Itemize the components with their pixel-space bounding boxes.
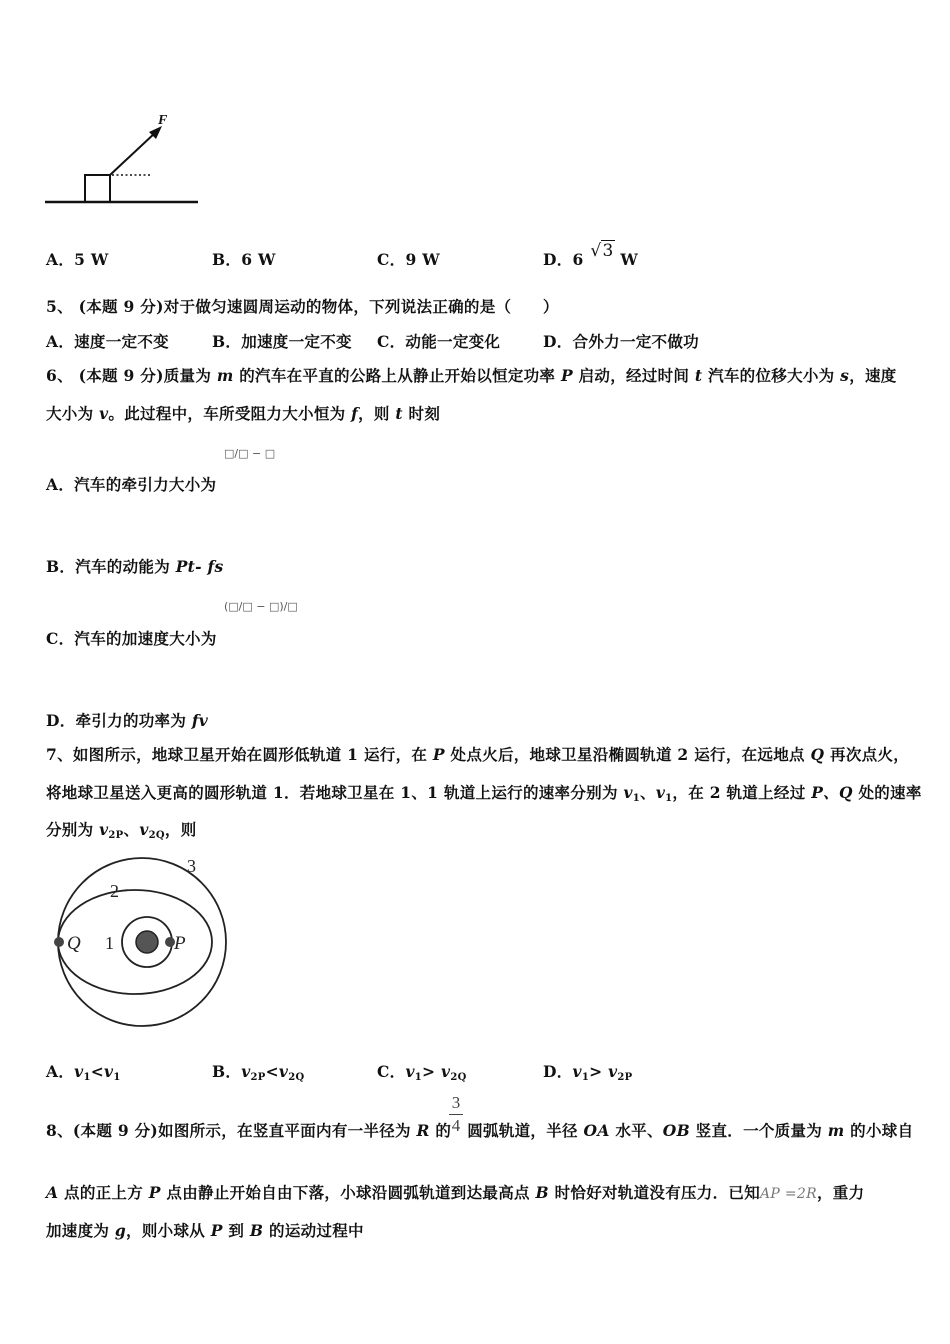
q4-force-figure [40,105,210,210]
q5-option-a[interactable]: A．速度一定不变 [46,332,169,351]
q4-option-c[interactable] [377,248,440,270]
q4-option-a[interactable] [46,248,109,270]
q5-stem: 5、 (本题 9 分)对于做匀速圆周运动的物体，下列说法正确的是（ ） [46,297,559,316]
q6-stem-line2: 大小为 v。此过程中，车所受阻力大小恒为 f，则 t 时刻 [46,404,441,423]
earth [136,931,158,953]
option-letter: A． [46,250,75,269]
option-prefix: 6 [572,250,584,269]
q4-option-d[interactable] [543,241,639,270]
option-letter: D． [543,250,573,269]
q7-stem-line1: 7、如图所示，地球卫星开始在圆形低轨道 1 运行，在 P 处点火后，地球卫星沿椭圆轨道 2 运行，在远地点 Q 再次点火， [46,745,910,764]
q8-fraction-numerator: 3 [451,1093,461,1112]
label-p: P [174,933,186,954]
sqrt-expression: √3 [590,241,614,261]
label-orbit-1: 1 [105,933,114,953]
option-letter: C． [377,250,406,269]
option-value: 6 W [241,250,276,269]
option-value: 9 W [405,250,440,269]
q8-stem-line2: A 点的正上方 P 点由静止开始自由下落，小球沿圆弧轨道到达最高点 B 时恰好对轨道没有压力．已知AP =2R，重力 [46,1183,865,1202]
q7-orbit-figure [48,852,233,1037]
option-value: 5 W [74,250,109,269]
force-label: F [158,113,168,128]
q6-option-a-formula: □/□ − □ [224,447,276,460]
q8-fraction-bar [449,1114,463,1115]
q7-stem-line2: 将地球卫星送入更高的圆形轨道 1．若地球卫星在 1、1 轨道上运行的速率分别为 $v_1$、$v_1$，在 2 轨道上经过 P、Q 处的速率 [46,783,922,804]
q4-option-b[interactable] [212,248,276,270]
q7-option-a[interactable]: A．$v_1<v_1$ [46,1062,121,1083]
q5-option-d[interactable]: D．合外力一定不做功 [543,332,699,351]
q7-option-c[interactable]: C．$v_1> v_{2Q}$ [377,1062,467,1083]
q6-option-c[interactable]: C．汽车的加速度大小为 [46,629,217,648]
point-q-dot [54,937,64,947]
force-arrow [110,132,156,175]
q6-option-a[interactable]: A．汽车的牵引力大小为 [46,475,217,494]
block [85,175,110,202]
option-unit: W [620,250,639,269]
orbit-2-ellipse [58,890,212,994]
q6-option-b[interactable]: B．汽车的动能为 Pt- fs [46,557,224,576]
q6-option-d[interactable]: D．牵引力的功率为 fv [46,711,209,730]
label-orbit-2: 2 [110,881,119,901]
q5-option-c[interactable]: C．动能一定变化 [377,332,501,351]
q8-stem-line3: 加速度为 g，则小球从 P 到 B 的运动过程中 [46,1221,364,1240]
q6-stem-line1: 6、 (本题 9 分)质量为 m 的汽车在平直的公路上从静止开始以恒定功率 P 启动，经过时间 t 汽车的位移大小为 s，速度 [46,366,897,385]
label-orbit-3: 3 [187,856,196,876]
label-q: Q [67,933,81,954]
q7-option-d[interactable]: D．$v_1> v_{2P}$ [543,1062,633,1083]
sqrt-radicand: 3 [602,241,614,261]
option-letter: B． [212,250,242,269]
q8-fraction-denominator: 4 [451,1116,461,1135]
q7-option-b[interactable]: B．$v_{2P}<v_{2Q}$ [212,1062,305,1083]
q7-stem-line3: 分别为 $v_{2P}$、$v_{2Q}$，则 [46,820,197,841]
q8-condition: AP =2R [760,1186,817,1202]
q6-option-c-formula: (□/□ − □)/□ [224,600,298,613]
q8-stem-line1: 8、(本题 9 分)如图所示，在竖直平面内有一半径为 R 的 圆弧轨道，半径 OA 水平、OB 竖直．一个质量为 m 的小球自 [46,1121,914,1140]
q5-option-b[interactable]: B．加速度一定不变 [212,332,352,351]
